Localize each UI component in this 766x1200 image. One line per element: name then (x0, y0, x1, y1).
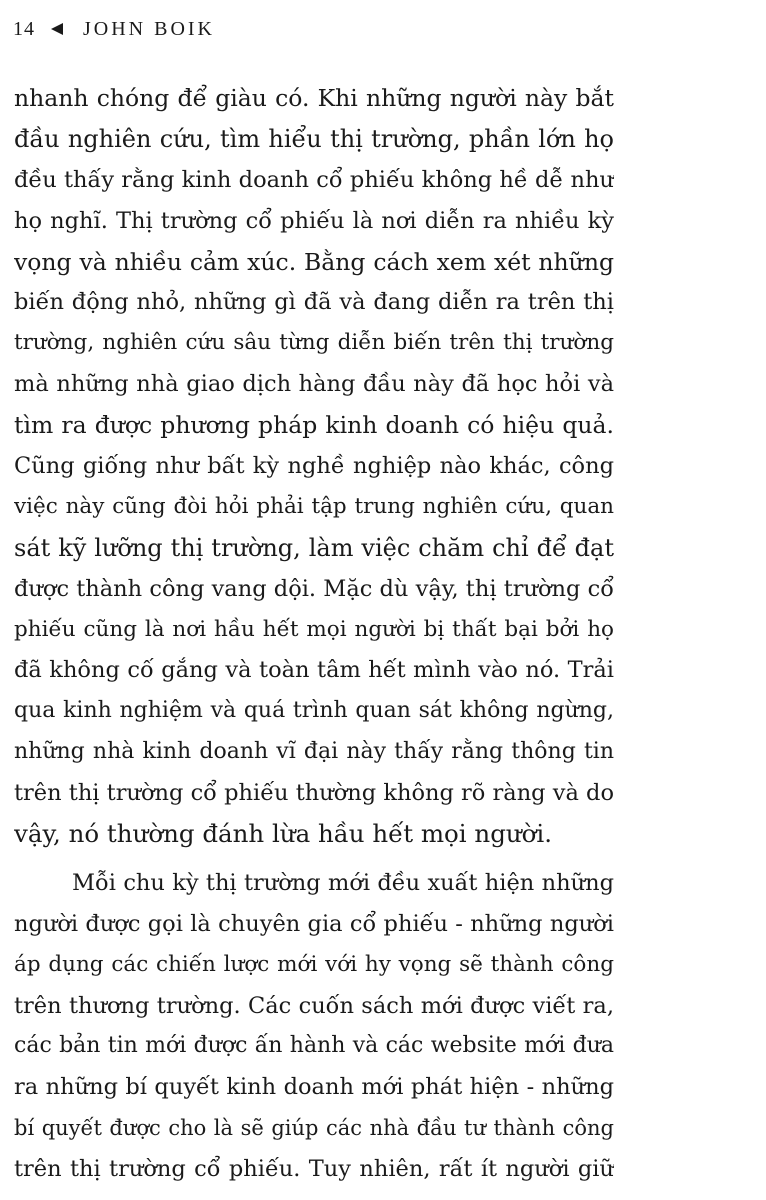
text-line: họ nghĩ. Thị trường cổ phiếu là nơi diễn ra nhiều kỳ (14, 207, 614, 234)
text-line: ra những bí quyết kinh doanh mới phát hiện - những (14, 1074, 614, 1101)
running-header (13, 14, 215, 44)
text-line: biến động nhỏ, những gì đã và đang diễn ra trên thị (14, 289, 614, 316)
text-line: các bản tin mới được ấn hành và các website mới đưa (14, 1033, 614, 1059)
text-line: tìm ra được phương pháp kinh doanh có hiệu quả. (14, 411, 614, 440)
text-line: những nhà kinh doanh vĩ đại này thấy rằng thông tin (14, 739, 614, 765)
text-line: phiếu cũng là nơi hầu hết mọi người bị thất bại bởi họ (14, 616, 614, 642)
body-text (14, 78, 614, 1190)
text-line: Cũng giống như bất kỳ nghề nghiệp nào khác, công (14, 453, 614, 480)
author-name: JOHN BOIK (83, 17, 215, 40)
text-line: vọng và nhiều cảm xúc. Bằng cách xem xét những (14, 247, 614, 276)
text-line: mà những nhà giao dịch hàng đầu này đã học hỏi và (14, 371, 614, 398)
text-line: được thành công vang dội. Mặc dù vậy, thị trường cổ (14, 575, 614, 602)
text-line: áp dụng các chiến lược mới với hy vọng sẽ thành công (14, 951, 614, 977)
text-line: trên thị trường cổ phiếu. Tuy nhiên, rất ít người giữ (14, 1156, 614, 1183)
text-line: trường, nghiên cứu sâu từng diễn biến trên thị trường (14, 330, 614, 356)
text-line: đều thấy rằng kinh doanh cổ phiếu không hề dễ như (14, 166, 614, 193)
text-line: Mỗi chu kỳ thị trường mới đều xuất hiện những (72, 869, 614, 896)
page-number: 14 (13, 17, 35, 40)
text-line: sát kỹ lưỡng thị trường, làm việc chăm chỉ để đạt (14, 533, 614, 562)
text-line: trên thương trường. Các cuốn sách mới được viết ra, (14, 992, 614, 1019)
text-line: việc này cũng đòi hỏi phải tập trung nghiên cứu, quan (14, 493, 614, 519)
paragraph-1 (14, 78, 614, 855)
paragraph-spacer (14, 855, 614, 863)
text-line: người được gọi là chuyên gia cổ phiếu - những người (14, 910, 614, 937)
text-line: qua kinh nghiệm và quá trình quan sát không ngừng, (14, 698, 614, 724)
paragraph-2 (14, 863, 614, 1190)
left-triangle-icon (51, 23, 63, 35)
text-line: trên thị trường cổ phiếu thường không rõ ràng và do (14, 780, 614, 807)
text-line: bí quyết được cho là sẽ giúp các nhà đầu tư thành công (14, 1116, 614, 1141)
text-line: nhanh chóng để giàu có. Khi những người này bắt (14, 84, 614, 112)
text-line: vậy, nó thường đánh lừa hầu hết mọi người. (14, 819, 553, 849)
text-line: đầu nghiên cứu, tìm hiểu thị trường, phần lớn họ (14, 124, 614, 153)
text-line: đã không cố gắng và toàn tâm hết mình vào nó. Trải (14, 657, 614, 684)
